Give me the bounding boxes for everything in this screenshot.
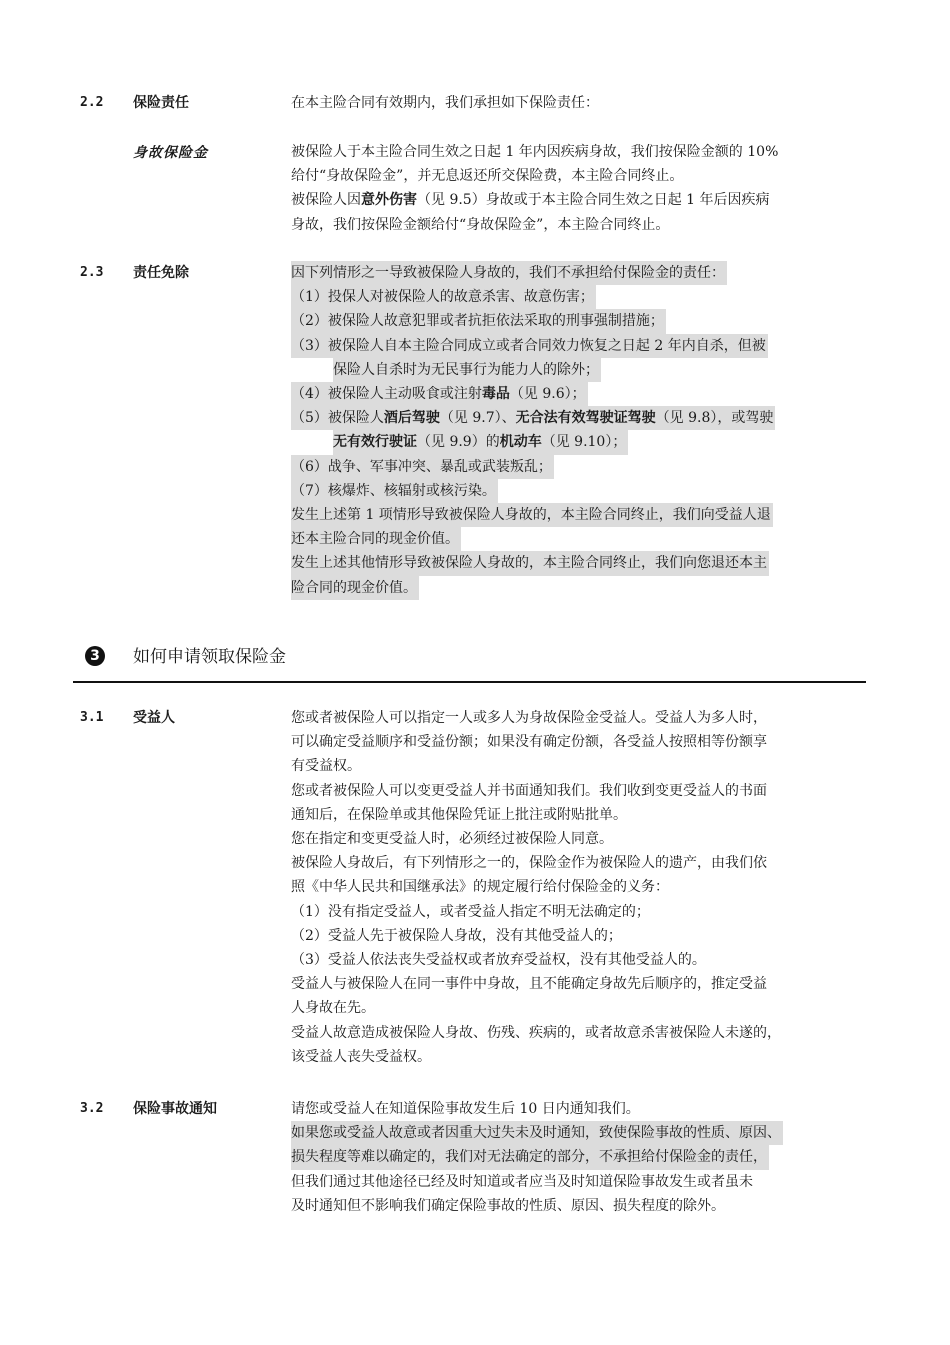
clause-text: 通知后，在保险单或其他保险凭证上批注或附贴批单。 xyxy=(291,806,627,823)
exclusion-item-cont: 保险人自杀时为无民事行为能力人的除外； xyxy=(333,358,601,382)
clause-text: 被保险人于本主险合同生效之日起 1 年内因疾病身故，我们按保险金额的 10% xyxy=(291,144,779,160)
exclusion-item: （7）核爆炸、核辐射或核污染。 xyxy=(291,479,498,503)
exclusion-consequence: 发生上述其他情形导致被保险人身故的，本主险合同终止，我们向您退还本主 xyxy=(291,551,769,575)
section-heading xyxy=(85,644,865,682)
exclusion-item: （3）被保险人自本主险合同成立或者合同效力恢复之日起 2 年内自杀，但被 xyxy=(291,334,768,358)
exclusion-consequence: 险合同的现金价值。 xyxy=(291,576,419,600)
clause-text: 该受益人丧失受益权。 xyxy=(291,1048,431,1065)
clause-text: 受益人故意造成被保险人身故、伤残、疾病的，或者故意杀害被保险人未遂的， xyxy=(291,1024,781,1041)
exclusion-item-cont: 无有效行驶证（见 9.9）的机动车（见 9.10）； xyxy=(333,430,628,454)
clause-text: 您或者被保险人可以指定一人或多人为身故保险金受益人。受益人为多人时， xyxy=(291,710,767,726)
clause-text: （1）没有指定受益人，或者受益人指定不明无法确定的； xyxy=(291,903,650,920)
defined-term: 意外伤害 xyxy=(361,192,417,209)
clause-body xyxy=(291,91,861,115)
exclusion-consequence: 还本主险合同的现金价值。 xyxy=(291,527,461,551)
clause-number: 3.1 xyxy=(80,710,104,725)
clause-text: 您在指定和变更受益人时，必须经过被保险人同意。 xyxy=(291,831,613,848)
clause-number: 3.2 xyxy=(80,1101,104,1116)
highlighted-text: 如果您或受益人故意或者因重大过失未及时通知，致使保险事故的性质、原因、 xyxy=(291,1121,783,1145)
clause-text: 被保险人身故后，有下列情形之一的，保险金作为被保险人的遗产，由我们依 xyxy=(291,855,767,872)
subclause-body xyxy=(291,140,861,237)
clause-text: 可以确定受益顺序和受益份额；如果没有确定份额，各受益人按照相等份额享 xyxy=(291,734,767,751)
clause-title: 保险事故通知 xyxy=(133,1101,217,1117)
defined-term: 无合法有效驾驶证驾驶 xyxy=(515,410,656,427)
exclusion-item: （6）战争、军事冲突、暴乱或武装叛乱； xyxy=(291,455,554,479)
clause-number: 2.2 xyxy=(80,95,104,110)
clause-text: 但我们通过其他途径已经及时知道或者应当及时知道保险事故发生或者虽未 xyxy=(291,1173,753,1190)
clause-text: （3）受益人依法丧失受益权或者放弃受益权，没有其他受益人的。 xyxy=(291,952,706,969)
highlighted-text: 损失程度等难以确定的，我们对无法确定的部分，不承担给付保险金的责任， xyxy=(291,1145,769,1169)
section-title: 如何申请领取保险金 xyxy=(133,647,286,667)
clause-text: 照《中华人民共和国继承法》的规定履行给付保险金的义务： xyxy=(291,879,669,896)
defined-term: 酒后驾驶 xyxy=(383,410,440,427)
clause-title: 责任免除 xyxy=(133,265,189,281)
clause-title: 保险责任 xyxy=(133,95,189,111)
beneficiary-body xyxy=(291,706,861,1069)
exclusion-intro: 因下列情形之一导致被保险人身故的，我们不承担给付保险金的责任： xyxy=(291,261,727,285)
clause-number: 2.3 xyxy=(80,265,104,280)
clause-text: 被保险人因意外伤害（见 9.5）身故或于本主险合同生效之日起 1 年后因疾病 xyxy=(291,192,770,209)
defined-term: 毒品 xyxy=(481,386,510,403)
defined-term: 机动车 xyxy=(499,434,542,451)
clause-text: 在本主险合同有效期内，我们承担如下保险责任： xyxy=(291,95,599,111)
clause-text: 人身故在先。 xyxy=(291,1000,375,1017)
clause-text: 您或者被保险人可以变更受益人并书面通知我们。我们收到变更受益人的书面 xyxy=(291,782,767,799)
clause-text: 及时通知但不影响我们确定保险事故的性质、原因、损失程度的除外。 xyxy=(291,1197,725,1214)
exclusion-item: （2）被保险人故意犯罪或者抗拒依法采取的刑事强制措施； xyxy=(291,309,666,333)
notice-body xyxy=(291,1097,861,1218)
defined-term: 无有效行驶证 xyxy=(333,434,417,451)
clause-text: 给付“身故保险金”，并无息返还所交保险费，本主险合同终止。 xyxy=(291,168,684,185)
clause-title: 受益人 xyxy=(133,710,175,726)
clause-text: 请您或受益人在知道保险事故发生后 10 日内通知我们。 xyxy=(291,1101,640,1117)
section-number-badge: 3 xyxy=(85,646,105,666)
clause-text: 身故，我们按保险金额给付“身故保险金”，本主险合同终止。 xyxy=(291,216,670,233)
exclusion-item: （1）投保人对被保险人的故意杀害、故意伤害； xyxy=(291,285,596,309)
clause-text: （2）受益人先于被保险人身故，没有其他受益人的； xyxy=(291,927,622,944)
exclusion-consequence: 发生上述第 1 项情形导致被保险人身故的，本主险合同终止，我们向受益人退 xyxy=(291,503,773,527)
section-divider xyxy=(73,681,866,683)
clause-text: 有受益权。 xyxy=(291,758,361,775)
subclause-title: 身故保险金 xyxy=(133,145,208,161)
exclusions-body xyxy=(291,261,861,600)
clause-text: 受益人与被保险人在同一事件中身故，且不能确定身故先后顺序的，推定受益 xyxy=(291,976,767,993)
exclusion-item: （4）被保险人主动吸食或注射毒品（见 9.6）； xyxy=(291,382,588,406)
exclusion-item: （5）被保险人酒后驾驶（见 9.7）、无合法有效驾驶证驾驶（见 9.8），或驾驶 xyxy=(291,406,775,430)
